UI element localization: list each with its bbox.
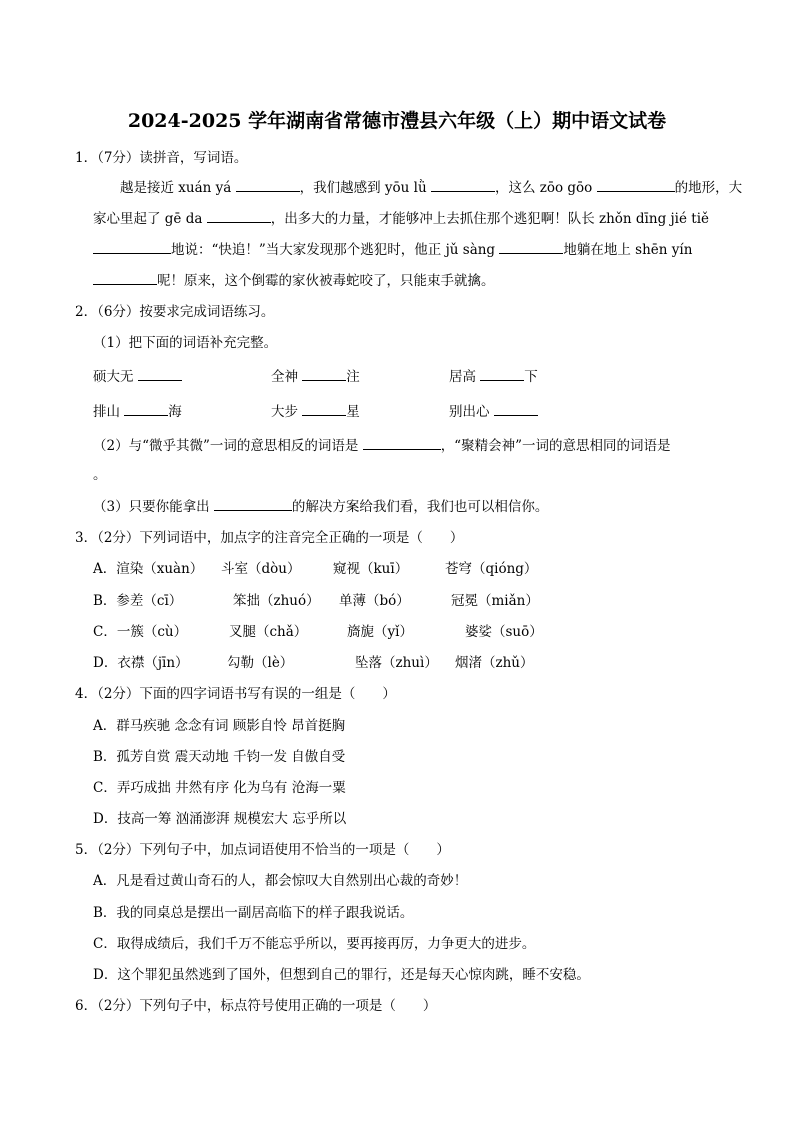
q3-option-a[interactable]: A．渲染（xuàn） <box>93 561 204 577</box>
q3-option-c-word: 旖旎（yǐ） <box>347 624 413 640</box>
idiom-item: 排山 海 <box>93 400 182 420</box>
q3-option-d-word: 勾勒（lè） <box>227 655 294 671</box>
q2-part-1: （1）把下面的词语补充完整。 <box>93 335 278 351</box>
q3-option-c[interactable]: C．一簇（cù） <box>93 624 188 640</box>
answer-blank[interactable] <box>431 177 495 192</box>
q2-part-2-end: 。 <box>93 467 107 483</box>
q3-option-b-word: 冠冕（miǎn） <box>451 593 539 609</box>
answer-blank[interactable] <box>236 177 300 192</box>
answer-blank[interactable] <box>597 177 675 192</box>
q1-passage-line-2: 家心里起了 gē da ，出多大的力量，才能够冲上去抓住那个逃犯啊！队长 zhǒn dīng jié tiě <box>93 207 709 227</box>
idiom-item: 大步 星 <box>271 400 360 420</box>
answer-blank[interactable] <box>207 208 271 223</box>
q4-option-b[interactable]: B．孤芳自赏 震天动地 千钧一发 自傲自受 <box>93 749 346 765</box>
q3-heading: 3．（2分）下列词语中，加点字的注音完全正确的一项是（ ） <box>75 530 464 546</box>
answer-blank[interactable] <box>124 401 168 416</box>
q4-option-a[interactable]: A．群马疾驰 念念有词 顾影自怜 昂首挺胸 <box>93 718 346 734</box>
q4-option-c[interactable]: C．弄巧成拙 井然有序 化为乌有 沧海一粟 <box>93 780 346 796</box>
idiom-item: 全神 注 <box>271 365 360 385</box>
q4-option-d[interactable]: D．技高一筹 汹涌澎湃 规模宏大 忘乎所以 <box>93 811 347 827</box>
q1-heading: 1．（7分）读拼音，写词语。 <box>75 150 248 166</box>
q3-option-b-word: 笨拙（zhuó） <box>233 593 320 609</box>
answer-blank[interactable] <box>302 366 346 381</box>
answer-blank[interactable] <box>93 239 171 254</box>
answer-blank[interactable] <box>138 366 182 381</box>
q3-option-a-word: 窥视（kuī） <box>333 561 409 577</box>
q5-option-b[interactable]: B．我的同桌总是摆出一副居高临下的样子跟我说话。 <box>93 905 414 921</box>
q1-passage-line-1: 越是接近 xuán yá ，我们越感到 yōu lǜ ，这么 zōo gōo 的地形，大 <box>120 176 742 196</box>
answer-blank[interactable] <box>302 401 346 416</box>
q2-part-3: （3）只要你能拿出 的解决方案给我们看，我们也可以相信你。 <box>93 495 548 515</box>
q3-option-c-word: 婆娑（suō） <box>465 624 543 640</box>
q5-heading: 5．（2分）下列句子中，加点词语使用不恰当的一项是（ ） <box>75 842 450 858</box>
q5-option-a[interactable]: A．凡是看过黄山奇石的人，都会惊叹大自然别出心裁的奇妙！ <box>93 873 468 889</box>
q1-passage-line-3: 地说：“快追！”当大家发现那个逃犯时，他正 jǔ sàng 地躺在地上 shēn yín <box>93 238 692 258</box>
q3-option-b-word: 单薄（bó） <box>339 593 410 609</box>
idiom-item: 别出心 <box>449 400 538 420</box>
q2-part-2: （2）与“微乎其微”一词的意思相反的词语是 ，“聚精会神”一词的意思相同的词语是 <box>93 434 671 454</box>
q3-option-a-word: 苍穹（qióng） <box>445 561 538 577</box>
q3-option-d-word: 烟渚（zhǔ） <box>455 655 534 671</box>
answer-blank[interactable] <box>214 496 292 511</box>
page-title: 2024-2025 学年湖南省常德市澧县六年级（上）期中语文试卷 <box>127 110 667 132</box>
idiom-item: 硕大无 <box>93 365 182 385</box>
q5-option-d[interactable]: D．这个罪犯虽然逃到了国外，但想到自己的罪行，还是每天心惊肉跳，睡不安稳。 <box>93 967 590 983</box>
q6-heading: 6．（2分）下列句子中，标点符号使用正确的一项是（ ） <box>75 998 437 1014</box>
answer-blank[interactable] <box>499 239 563 254</box>
answer-blank[interactable] <box>93 270 157 285</box>
answer-blank[interactable] <box>494 401 538 416</box>
q1-passage-line-4: 呢！原来，这个倒霉的家伙被毒蛇咬了，只能束手就擒。 <box>93 269 495 289</box>
answer-blank[interactable] <box>363 435 441 450</box>
q3-option-b[interactable]: B．参差（cī） <box>93 593 183 609</box>
q3-option-a-word: 斗室（dòu） <box>221 561 301 577</box>
q2-heading: 2．（6分）按要求完成词语练习。 <box>75 304 275 320</box>
q3-option-d-word: 坠落（zhuì） <box>355 655 438 671</box>
q3-option-d[interactable]: D．衣襟（jīn） <box>93 655 189 671</box>
answer-blank[interactable] <box>480 366 524 381</box>
q5-option-c[interactable]: C．取得成绩后，我们千万不能忘乎所以，要再接再厉，力争更大的进步。 <box>93 936 536 952</box>
idiom-item: 居高 下 <box>449 365 538 385</box>
q4-heading: 4．（2分）下面的四字词语书写有误的一组是（ ） <box>75 686 396 702</box>
q3-option-c-word: 叉腿（chǎ） <box>229 624 308 640</box>
